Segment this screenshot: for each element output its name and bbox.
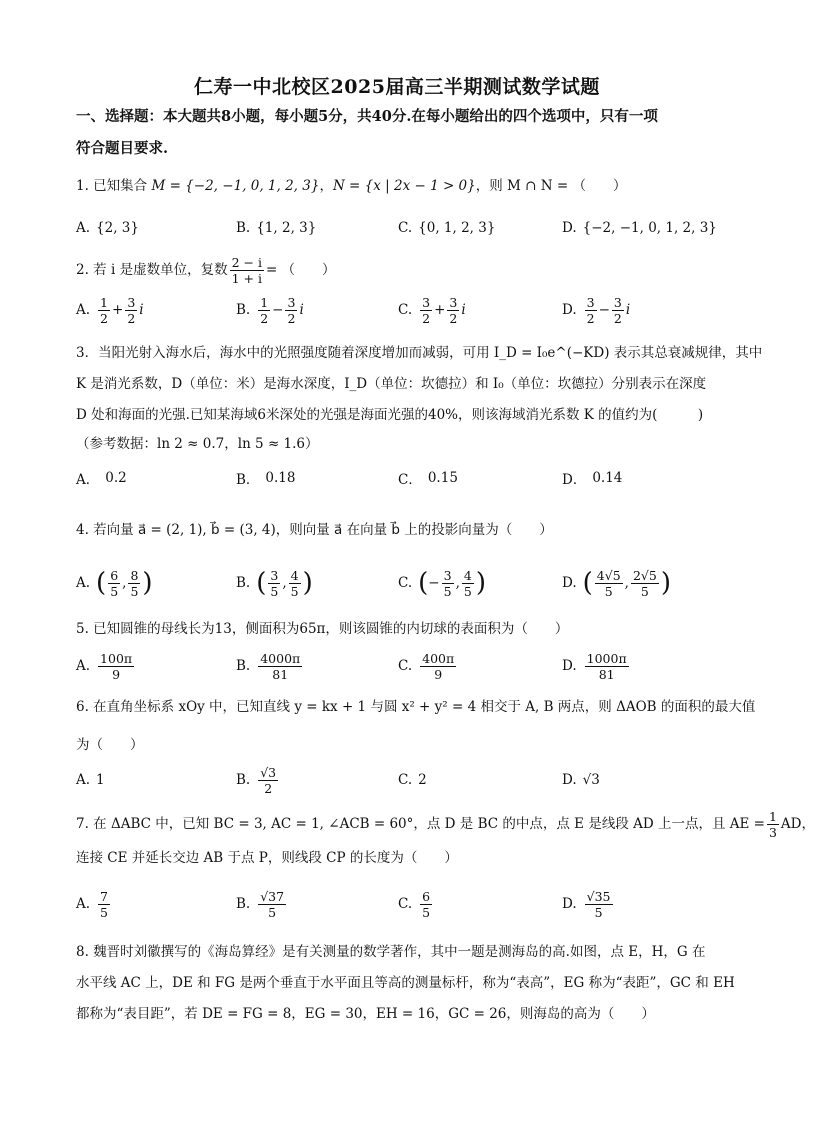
fraction <box>585 295 597 326</box>
q6-option-c[interactable] <box>398 762 427 798</box>
fraction <box>442 568 454 599</box>
fraction-numerator: √37 <box>260 888 285 904</box>
fraction-numerator: 4 <box>463 567 472 583</box>
section-heading-line-2: 符合题目要求. <box>76 140 169 157</box>
question-3-line-1: 3．当阳光射入海水后，海水中的光照强度随着深度增加而减弱，可用 I_D = I₀e^(−KD) 表示其总衰减规律，其中 <box>76 345 763 361</box>
q5-option-c[interactable] <box>398 648 458 684</box>
fraction <box>631 568 659 599</box>
fraction-numerator: 8 <box>130 567 139 583</box>
operator: + <box>112 302 124 318</box>
q1-option-c[interactable] <box>398 210 495 246</box>
q1-set-m: M = {−2, −1, 0, 1, 2, 3} <box>151 178 320 194</box>
question-8-line-2: 水平线 AC 上，DE 和 FG 是两个垂直于水平面且等高的测量标杆，称为“表高”，EG 称为“表距”，GC 和 EH <box>76 975 735 991</box>
fraction-denominator: 2 <box>264 780 273 796</box>
fraction-numerator: 3 <box>449 294 458 310</box>
question-6-options <box>76 762 726 798</box>
q6-option-b[interactable] <box>236 762 280 798</box>
q1-stem-suffix: ，则 M ∩ N = （ ） <box>475 178 627 194</box>
imaginary-unit: i <box>461 302 466 318</box>
option-label: C. <box>398 575 413 591</box>
fraction-numerator: 6 <box>422 888 431 904</box>
question-5-options <box>76 648 726 684</box>
q4-option-d[interactable]: D. ( $\frac{4√5}{5}$ , $\frac{2√5}{5}$ ) <box>562 567 671 599</box>
fraction-denominator: 5 <box>443 583 452 599</box>
fraction-denominator: 5 <box>130 583 139 599</box>
fraction-denominator: 2 <box>287 310 296 326</box>
fraction-denominator: 5 <box>640 583 649 599</box>
q1-separator: ， <box>319 178 333 194</box>
fraction-numerator: 7 <box>100 888 108 904</box>
option-label: B. <box>236 575 251 591</box>
fraction-denominator: 5 <box>110 583 119 599</box>
fraction-denominator: 2 <box>586 310 595 326</box>
option-text: √3 <box>582 772 600 788</box>
option-text: {2, 3} <box>96 220 139 236</box>
question-4-options <box>76 563 726 603</box>
fraction-numerator: 3 <box>127 294 136 310</box>
fraction <box>258 651 302 682</box>
q4-option-a[interactable]: A. ( $\frac{6}{5}$ , $\frac{8}{5}$ ) <box>76 567 153 599</box>
option-label: C. <box>398 896 413 912</box>
question-2-stem <box>76 254 726 286</box>
question-8-line-3: 都称为“表目距”，若 DE = FG = 8，EG = 30，EH = 16，GC = 26，则海岛的高为（ ） <box>76 1006 655 1022</box>
option-label: D. <box>562 896 577 912</box>
right-paren: ) <box>660 568 671 598</box>
question-6-line-1: 6. 在直角坐标系 xOy 中，已知直线 y = kx + 1 与圆 x² + y² = 4 相交于 A, B 两点，则 ΔAOB 的面积的最大值 <box>76 699 756 715</box>
fraction-denominator: 2 <box>422 310 431 326</box>
fraction <box>289 568 301 599</box>
option-label: A. <box>76 658 91 674</box>
option-label: C． <box>398 472 422 488</box>
fraction-denominator: 3 <box>768 824 777 840</box>
fraction <box>462 568 474 599</box>
fraction <box>595 568 623 599</box>
question-6-line-2: 为（ ） <box>76 737 144 753</box>
q4-option-c[interactable]: C. ( − $\frac{3}{5}$ , $\frac{4}{5}$ ) <box>398 567 486 599</box>
left-paren: ( <box>96 568 107 598</box>
q7-line-1-suffix: AD， <box>780 816 815 832</box>
fraction <box>420 295 432 326</box>
option-label: B. <box>236 772 251 788</box>
left-paren: ( <box>418 568 429 598</box>
fraction <box>258 295 270 326</box>
q1-option-b[interactable] <box>236 210 316 246</box>
imaginary-unit: i <box>139 302 144 318</box>
option-text: {−2, −1, 0, 1, 2, 3} <box>582 220 717 236</box>
option-label: A. <box>76 220 91 236</box>
option-label: D. <box>562 575 577 591</box>
question-3-line-2: K 是消光系数，D（单位：米）是海水深度，I_D（单位：坎德拉）和 I₀（单位：坎德拉）分别表示在深度 <box>76 376 707 392</box>
fraction-denominator: 2 <box>260 310 269 326</box>
option-label: C. <box>398 772 413 788</box>
option-label: B． <box>236 472 260 488</box>
q7-option-d[interactable] <box>562 884 615 924</box>
option-text: 0.14 <box>592 470 623 486</box>
fraction <box>612 295 624 326</box>
fraction-numerator: 3 <box>443 567 452 583</box>
q2-fraction <box>230 255 264 286</box>
fraction <box>585 651 629 682</box>
fraction <box>258 889 286 920</box>
fraction-denominator: 81 <box>598 666 615 682</box>
question-2-options <box>76 292 726 328</box>
fraction-denominator: 5 <box>604 583 613 599</box>
fraction-numerator: 100π <box>100 650 133 666</box>
fraction-numerator: 1 <box>100 294 108 310</box>
q7-option-a[interactable] <box>76 884 112 924</box>
question-7-line-2: 连接 CE 并延长交边 AB 于点 P，则线段 CP 的长度为（ ） <box>76 850 458 866</box>
fraction-numerator: 4000π <box>260 650 301 666</box>
operator: − <box>272 302 284 318</box>
option-label: A． <box>76 472 100 488</box>
fraction-numerator: 3 <box>613 294 622 310</box>
fraction-numerator: 1 <box>260 294 269 310</box>
option-label: B. <box>236 302 251 318</box>
fraction-denominator: 9 <box>112 666 121 682</box>
fraction <box>98 889 110 920</box>
option-text: 0.15 <box>427 470 458 486</box>
fraction <box>268 568 280 599</box>
option-text: 1 <box>96 772 105 788</box>
q1-stem-prefix: 1. 已知集合 <box>76 178 152 194</box>
fraction-denominator: 2 <box>449 310 458 326</box>
fraction <box>128 568 140 599</box>
fraction <box>420 651 456 682</box>
fraction-numerator: 6 <box>110 567 119 583</box>
q5-option-d[interactable] <box>562 648 631 684</box>
fraction-denominator: 9 <box>434 666 443 682</box>
fraction-denominator: 5 <box>270 583 279 599</box>
q3-option-b[interactable] <box>236 460 295 496</box>
option-label: D. <box>562 302 577 318</box>
fraction <box>108 568 120 599</box>
option-label: D. <box>562 772 577 788</box>
question-3-options <box>76 460 726 496</box>
fraction-numerator: 1 <box>768 808 777 824</box>
fraction <box>285 295 297 326</box>
question-4-stem: 4. 若向量 a⃗ = (2, 1), b⃗ = (3, 4)，则向量 a⃗ 在向量 b⃗ 上的投影向量为（ ） <box>76 522 553 538</box>
right-paren: ) <box>302 568 313 598</box>
q2-option-c[interactable] <box>398 292 466 328</box>
q4-option-b[interactable]: B. ( $\frac{3}{5}$ , $\frac{4}{5}$ ) <box>236 567 313 599</box>
fraction-numerator: √35 <box>586 888 611 904</box>
fraction-numerator: 2√5 <box>632 567 657 583</box>
fraction-numerator: 3 <box>586 294 595 310</box>
q7-line-1-prefix: 7. 在 ΔABC 中，已知 BC = 3, AC = 1, ∠ACB = 60°，点 D 是 BC 的中点，点 E 是线段 AD 上一点，且 AE = <box>76 816 765 832</box>
fraction-denominator: 2 <box>613 310 622 326</box>
q5-option-a[interactable] <box>76 648 136 684</box>
fraction-denominator: 2 <box>127 310 136 326</box>
fraction <box>447 295 459 326</box>
q7-option-b[interactable] <box>236 884 288 924</box>
fraction-denominator: 5 <box>463 583 472 599</box>
question-1-options <box>76 210 726 246</box>
left-paren: ( <box>256 568 267 598</box>
fraction <box>98 295 110 326</box>
q2-option-b[interactable] <box>236 292 304 328</box>
option-label: C. <box>398 220 413 236</box>
page-title: 仁寿一中北校区2025届高三半期测试数学试题 <box>194 76 600 98</box>
fraction <box>767 809 779 840</box>
operator: − <box>598 302 610 318</box>
question-5-stem: 5. 已知圆锥的母线长为13，侧面积为65π，则该圆锥的内切球的表面积为（ ） <box>76 621 569 637</box>
fraction <box>98 651 134 682</box>
option-label: A. <box>76 772 91 788</box>
option-label: A. <box>76 575 91 591</box>
option-text: {1, 2, 3} <box>256 220 317 236</box>
question-3-line-3: D 处和海面的光强.已知某海域6米深处的光强是海面光强的40%，则该海域消光系数 K 的值约为( ) <box>76 407 704 423</box>
q1-option-a[interactable] <box>76 210 139 246</box>
option-label: B. <box>236 220 251 236</box>
q2-option-a[interactable] <box>76 292 144 328</box>
fraction-numerator: 400π <box>422 650 455 666</box>
fraction-denominator: 5 <box>422 904 431 920</box>
imaginary-unit: i <box>625 302 631 318</box>
question-7-line-1 <box>76 808 815 840</box>
q2-option-d[interactable] <box>562 292 630 328</box>
operator: + <box>434 302 446 318</box>
fraction-denominator: 5 <box>594 904 603 920</box>
question-3-line-4: （参考数据：ln 2 ≈ 0.7，ln 5 ≈ 1.6） <box>76 436 319 452</box>
option-label: D. <box>562 658 577 674</box>
sign: − <box>428 575 440 591</box>
right-paren: ) <box>475 568 486 598</box>
fraction-numerator: 4√5 <box>596 567 621 583</box>
fraction-numerator: 2 − i <box>231 254 262 270</box>
fraction-numerator: 3 <box>270 567 279 583</box>
fraction-numerator: √3 <box>260 764 277 780</box>
fraction-denominator: 5 <box>268 904 277 920</box>
q3-option-c[interactable] <box>398 460 458 496</box>
q2-stem-prefix: 2. 若 i 是虚数单位，复数 <box>76 262 228 278</box>
option-label: B. <box>236 658 251 674</box>
q6-option-a[interactable] <box>76 762 105 798</box>
option-label: B. <box>236 896 251 912</box>
fraction <box>125 295 137 326</box>
option-label: C. <box>398 658 413 674</box>
fraction <box>258 765 278 796</box>
option-text: {0, 1, 2, 3} <box>418 220 496 236</box>
option-text: 2 <box>418 772 427 788</box>
fraction-numerator: 1000π <box>586 650 627 666</box>
q1-set-n: N = {x | 2x − 1 > 0} <box>332 178 476 194</box>
q3-option-d[interactable] <box>562 460 622 496</box>
option-text: 0.18 <box>265 470 296 486</box>
fraction-denominator: 1 + i <box>231 270 262 286</box>
section-heading-line-1: 一、选择题：本大题共8小题，每小题5分，共40分.在每小题给出的四个选项中，只有一项 <box>76 108 658 125</box>
option-text: 0.2 <box>105 470 127 486</box>
fraction-denominator: 2 <box>100 310 108 326</box>
question-1-stem <box>76 176 726 196</box>
fraction-denominator: 5 <box>100 904 108 920</box>
question-7-options <box>76 884 726 924</box>
fraction <box>585 889 613 920</box>
option-label: A. <box>76 896 91 912</box>
option-label: C. <box>398 302 413 318</box>
fraction-numerator: 3 <box>287 294 296 310</box>
q5-option-b[interactable] <box>236 648 304 684</box>
left-paren: ( <box>582 568 593 598</box>
question-8-line-1: 8. 魏晋时刘徽撰写的《海岛算经》是有关测量的数学著作，其中一题是测海岛的高.如图，点 E，H，G 在 <box>76 944 706 960</box>
fraction <box>420 889 432 920</box>
fraction-denominator: 5 <box>290 583 299 599</box>
q1-option-d[interactable] <box>562 210 717 246</box>
fraction-denominator: 81 <box>272 666 289 682</box>
option-label: D． <box>562 472 587 488</box>
fraction-numerator: 3 <box>422 294 431 310</box>
fraction-numerator: 4 <box>290 567 299 583</box>
q7-option-c[interactable] <box>398 884 434 924</box>
option-label: A. <box>76 302 91 318</box>
q3-option-a[interactable] <box>76 460 127 496</box>
option-label: D. <box>562 220 577 236</box>
q6-option-d[interactable] <box>562 762 600 798</box>
q2-stem-suffix: = （ ） <box>265 262 336 278</box>
imaginary-unit: i <box>299 302 304 318</box>
right-paren: ) <box>142 568 153 598</box>
